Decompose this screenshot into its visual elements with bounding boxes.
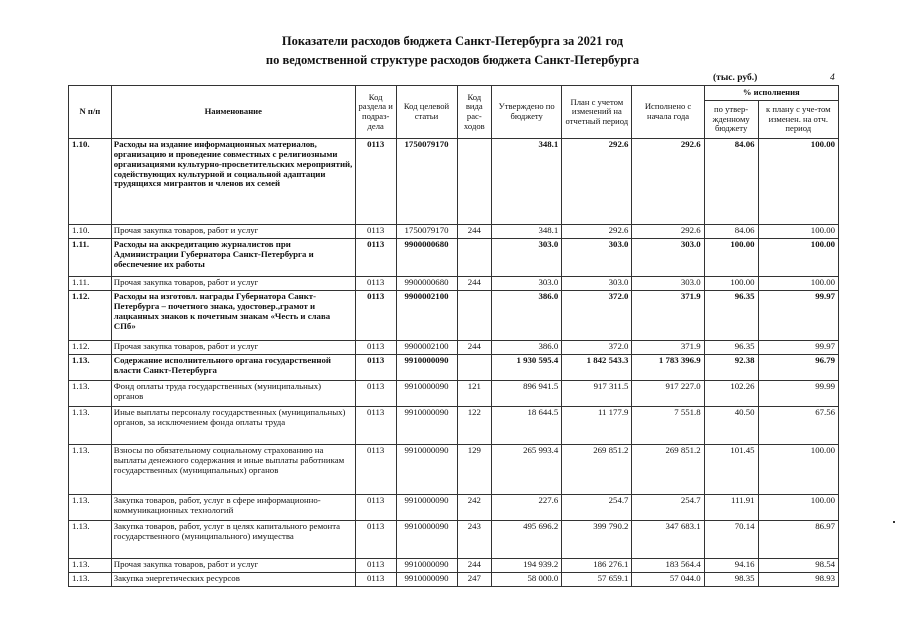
row-executed: 371.9 — [632, 341, 704, 355]
row-kind: 247 — [457, 573, 492, 587]
row-approved: 18 644.5 — [492, 407, 562, 445]
row-plan: 292.6 — [562, 139, 632, 225]
row-approved: 303.0 — [492, 239, 562, 277]
row-article: 1750079170 — [396, 139, 457, 225]
row-section: 0113 — [355, 407, 396, 445]
row-kind: 244 — [457, 341, 492, 355]
row-pct-approved: 40.50 — [704, 407, 758, 445]
header-article: Код целевой статьи — [396, 86, 457, 139]
units-label: (тыс. руб.) — [713, 73, 758, 83]
row-executed: 292.6 — [632, 225, 704, 239]
row-approved: 386.0 — [492, 291, 562, 341]
row-pct-plan: 98.54 — [758, 559, 838, 573]
header-n: N п/п — [69, 86, 112, 139]
row-pct-plan: 100.00 — [758, 277, 838, 291]
header-percent-plan: к плану с уче-том изменен. на отч. период — [758, 101, 838, 139]
row-plan: 292.6 — [562, 225, 632, 239]
row-name: Прочая закупка товаров, работ и услуг — [111, 225, 355, 239]
row-pct-plan: 96.79 — [758, 355, 838, 381]
row-article: 9910000090 — [396, 559, 457, 573]
row-number: 1.13. — [69, 573, 112, 587]
row-kind: 122 — [457, 407, 492, 445]
row-executed: 57 044.0 — [632, 573, 704, 587]
row-plan: 269 851.2 — [562, 445, 632, 495]
row-pct-approved: 96.35 — [704, 341, 758, 355]
row-article: 9900002100 — [396, 341, 457, 355]
report-subtitle: по ведомственной структуре расходов бюджета Санкт-Петербурга — [265, 53, 640, 67]
scan-speck — [893, 521, 895, 523]
row-section: 0113 — [355, 521, 396, 559]
row-approved: 265 993.4 — [492, 445, 562, 495]
table-row — [69, 139, 839, 225]
row-number: 1.13. — [69, 355, 112, 381]
row-article: 9910000090 — [396, 445, 457, 495]
row-number: 1.13. — [69, 381, 112, 407]
row-plan: 303.0 — [562, 277, 632, 291]
row-plan: 11 177.9 — [562, 407, 632, 445]
page-number: 4 — [830, 73, 835, 83]
row-name: Расходы на издание информационных материалов, организацию и проведение совместных с религиозными организациями культурно-просветительских мероприятий, содействующих культурной и социальной адаптации трудящихся мигрантов и членов их семей — [111, 139, 355, 225]
row-kind — [457, 291, 492, 341]
row-name: Прочая закупка товаров, работ и услуг — [111, 559, 355, 573]
row-plan: 399 790.2 — [562, 521, 632, 559]
header-section: Код раздела и подраз-дела — [355, 86, 396, 139]
row-name: Фонд оплаты труда государственных (муниципальных) органов — [111, 381, 355, 407]
row-number: 1.12. — [69, 341, 112, 355]
row-pct-approved: 101.45 — [704, 445, 758, 495]
header-approved: Утверждено по бюджету — [492, 86, 562, 139]
row-kind: 243 — [457, 521, 492, 559]
row-section: 0113 — [355, 559, 396, 573]
row-section: 0113 — [355, 381, 396, 407]
row-article: 9910000090 — [396, 381, 457, 407]
row-executed: 347 683.1 — [632, 521, 704, 559]
row-pct-plan: 100.00 — [758, 445, 838, 495]
table-row — [69, 355, 839, 381]
row-article: 9910000090 — [396, 521, 457, 559]
budget-table — [68, 85, 839, 587]
row-kind: 121 — [457, 381, 492, 407]
row-kind — [457, 139, 492, 225]
row-pct-plan: 100.00 — [758, 239, 838, 277]
row-pct-approved: 96.35 — [704, 291, 758, 341]
row-article: 9900000680 — [396, 277, 457, 291]
row-executed: 269 851.2 — [632, 445, 704, 495]
table-row — [69, 291, 839, 341]
row-pct-plan: 67.56 — [758, 407, 838, 445]
row-pct-plan: 100.00 — [758, 139, 838, 225]
row-pct-approved: 111.91 — [704, 495, 758, 521]
row-approved: 386.0 — [492, 341, 562, 355]
row-article: 1750079170 — [396, 225, 457, 239]
row-article: 9910000090 — [396, 355, 457, 381]
row-pct-plan: 100.00 — [758, 225, 838, 239]
row-pct-approved: 94.16 — [704, 559, 758, 573]
table-row — [69, 573, 839, 587]
row-name: Содержание исполнительного органа государственной власти Санкт-Петербурга — [111, 355, 355, 381]
table-row — [69, 495, 839, 521]
row-section: 0113 — [355, 139, 396, 225]
row-number: 1.13. — [69, 407, 112, 445]
table-row — [69, 225, 839, 239]
row-number: 1.13. — [69, 559, 112, 573]
table-row — [69, 445, 839, 495]
header-percent-group: % исполнения — [704, 86, 838, 101]
row-executed: 303.0 — [632, 239, 704, 277]
row-section: 0113 — [355, 239, 396, 277]
table-row — [69, 559, 839, 573]
row-section: 0113 — [355, 355, 396, 381]
row-executed: 303.0 — [632, 277, 704, 291]
row-section: 0113 — [355, 445, 396, 495]
row-pct-approved: 70.14 — [704, 521, 758, 559]
header-executed: Исполнено с начала года — [632, 86, 704, 139]
row-plan: 303.0 — [562, 239, 632, 277]
row-pct-approved: 102.26 — [704, 381, 758, 407]
row-number: 1.10. — [69, 225, 112, 239]
row-plan: 372.0 — [562, 291, 632, 341]
row-name: Иные выплаты персоналу государственных (муниципальных) органов, за исключением фонда оплаты труда — [111, 407, 355, 445]
header-plan: План с учетом изменений на отчетный период — [562, 86, 632, 139]
row-number: 1.10. — [69, 139, 112, 225]
row-name: Закупка товаров, работ, услуг в целях капитального ремонта государственного (муниципального) имущества — [111, 521, 355, 559]
row-pct-plan: 99.99 — [758, 381, 838, 407]
row-plan: 57 659.1 — [562, 573, 632, 587]
row-name: Расходы на аккредитацию журналистов при Администрации Губернатора Санкт-Петербурга и обеспечение их работы — [111, 239, 355, 277]
row-executed: 183 564.4 — [632, 559, 704, 573]
row-article: 9900000680 — [396, 239, 457, 277]
row-kind: 244 — [457, 225, 492, 239]
row-executed: 292.6 — [632, 139, 704, 225]
row-approved: 348.1 — [492, 225, 562, 239]
row-pct-plan: 100.00 — [758, 495, 838, 521]
row-executed: 371.9 — [632, 291, 704, 341]
row-kind: 244 — [457, 559, 492, 573]
row-section: 0113 — [355, 277, 396, 291]
row-article: 9900002100 — [396, 291, 457, 341]
row-plan: 1 842 543.3 — [562, 355, 632, 381]
row-approved: 896 941.5 — [492, 381, 562, 407]
row-pct-approved: 100.00 — [704, 277, 758, 291]
report-title: Показатели расходов бюджета Санкт-Петербурга за 2021 год — [281, 34, 624, 48]
row-plan: 186 276.1 — [562, 559, 632, 573]
table-row — [69, 341, 839, 355]
row-pct-approved: 84.06 — [704, 139, 758, 225]
header-percent-approved: по утвер-жденному бюджету — [704, 101, 758, 139]
row-name: Прочая закупка товаров, работ и услуг — [111, 341, 355, 355]
header-name: Наименование — [111, 86, 355, 139]
row-approved: 227.6 — [492, 495, 562, 521]
row-name: Взносы по обязательному социальному страхованию на выплаты денежного содержания и иные выплаты работникам государственных (муниципальных) органов — [111, 445, 355, 495]
row-article: 9910000090 — [396, 573, 457, 587]
row-approved: 303.0 — [492, 277, 562, 291]
row-approved: 348.1 — [492, 139, 562, 225]
row-pct-approved: 84.06 — [704, 225, 758, 239]
row-kind: 244 — [457, 277, 492, 291]
row-number: 1.13. — [69, 445, 112, 495]
row-executed: 1 783 396.9 — [632, 355, 704, 381]
header-kind: Код вида рас-ходов — [457, 86, 492, 139]
row-pct-plan: 98.93 — [758, 573, 838, 587]
table-row — [69, 239, 839, 277]
row-executed: 254.7 — [632, 495, 704, 521]
row-pct-plan: 86.97 — [758, 521, 838, 559]
row-pct-plan: 99.97 — [758, 341, 838, 355]
row-name: Расходы на изготовл. награды Губернатора Санкт-Петербурга – почетного знака, удостовер.,грамот и лацканных знаков к почетным знакам «Честь и слава СПб» — [111, 291, 355, 341]
row-approved: 1 930 595.4 — [492, 355, 562, 381]
row-kind: 242 — [457, 495, 492, 521]
row-article: 9910000090 — [396, 495, 457, 521]
row-name: Закупка товаров, работ, услуг в сфере информационно-коммуникационных технологий — [111, 495, 355, 521]
row-executed: 7 551.8 — [632, 407, 704, 445]
row-number: 1.11. — [69, 239, 112, 277]
row-kind — [457, 355, 492, 381]
row-number: 1.13. — [69, 495, 112, 521]
row-pct-approved: 100.00 — [704, 239, 758, 277]
table-row — [69, 277, 839, 291]
row-plan: 254.7 — [562, 495, 632, 521]
row-article: 9910000090 — [396, 407, 457, 445]
row-kind — [457, 239, 492, 277]
table-row — [69, 407, 839, 445]
row-number: 1.12. — [69, 291, 112, 341]
table-row — [69, 521, 839, 559]
row-number: 1.13. — [69, 521, 112, 559]
row-number: 1.11. — [69, 277, 112, 291]
row-name: Прочая закупка товаров, работ и услуг — [111, 277, 355, 291]
row-approved: 194 939.2 — [492, 559, 562, 573]
row-name: Закупка энергетических ресурсов — [111, 573, 355, 587]
row-approved: 495 696.2 — [492, 521, 562, 559]
row-plan: 372.0 — [562, 341, 632, 355]
row-pct-plan: 99.97 — [758, 291, 838, 341]
row-section: 0113 — [355, 225, 396, 239]
row-section: 0113 — [355, 341, 396, 355]
row-section: 0113 — [355, 291, 396, 341]
row-approved: 58 000.0 — [492, 573, 562, 587]
row-executed: 917 227.0 — [632, 381, 704, 407]
row-pct-approved: 92.38 — [704, 355, 758, 381]
row-section: 0113 — [355, 573, 396, 587]
row-plan: 917 311.5 — [562, 381, 632, 407]
table-row — [69, 381, 839, 407]
row-pct-approved: 98.35 — [704, 573, 758, 587]
row-kind: 129 — [457, 445, 492, 495]
row-section: 0113 — [355, 495, 396, 521]
